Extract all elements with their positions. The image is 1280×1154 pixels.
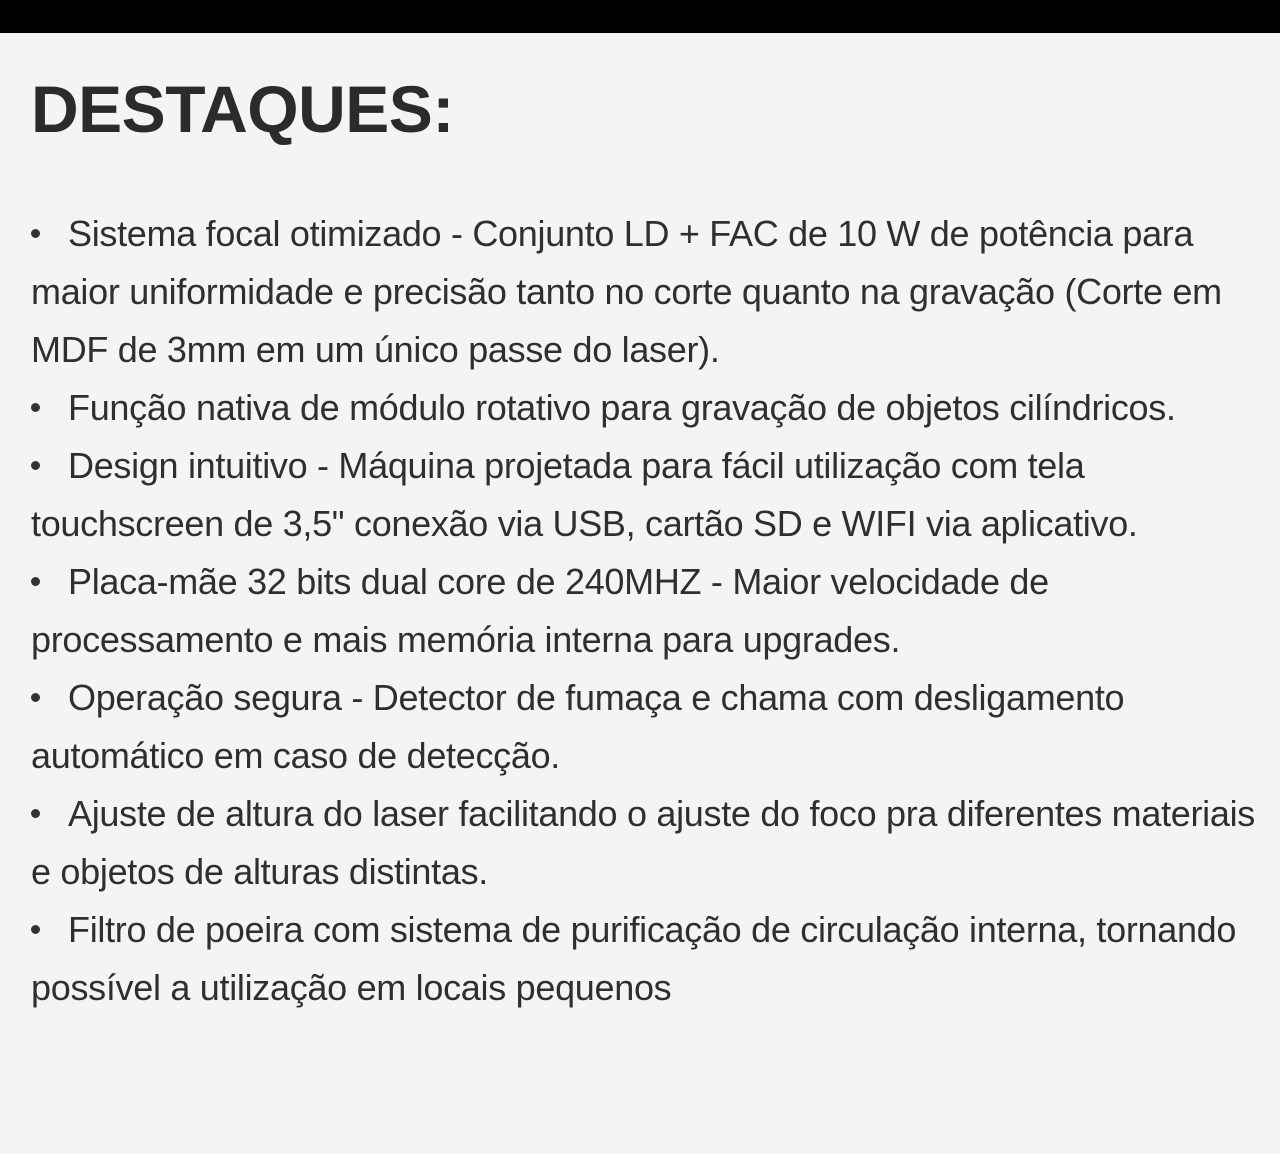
list-item-text: Operação segura - Detector de fumaça e chama com desligamento automático em caso de detecção.: [31, 677, 1125, 776]
highlights-list: [31, 205, 1271, 1017]
bullet-icon: [31, 461, 40, 470]
list-item-text: Filtro de poeira com sistema de purificação de circulação interna, tornando possível a utilização em locais pequenos: [31, 909, 1237, 1008]
list-item: [31, 553, 1271, 669]
bullet-icon: [31, 229, 40, 238]
list-item-text: Função nativa de módulo rotativo para gravação de objetos cilíndricos.: [68, 387, 1176, 428]
page-title: DESTAQUES:: [31, 72, 454, 146]
bullet-icon: [31, 577, 40, 586]
list-item: [31, 437, 1271, 553]
bullet-icon: [31, 693, 40, 702]
bullet-icon: [31, 809, 40, 818]
top-bar: [0, 0, 1280, 33]
list-item: [31, 901, 1271, 1017]
list-item: [31, 669, 1271, 785]
list-item-text: Ajuste de altura do laser facilitando o ajuste do foco pra diferentes materiais e objetos de alturas distintas.: [31, 793, 1255, 892]
highlights-section: [31, 68, 1271, 1017]
list-item: [31, 785, 1271, 901]
bullet-icon: [31, 403, 40, 412]
list-item-text: Sistema focal otimizado - Conjunto LD + FAC de 10 W de potência para maior uniformidade e precisão tanto no corte quanto na gravação (Corte em MDF de 3mm em um único passe do laser).: [31, 213, 1222, 370]
list-item: [31, 205, 1271, 379]
list-item: [31, 379, 1271, 437]
list-item-text: Design intuitivo - Máquina projetada para fácil utilização com tela touchscreen de 3,5" conexão via USB, cartão SD e WIFI via aplicativo.: [31, 445, 1138, 544]
list-item-text: Placa-mãe 32 bits dual core de 240MHZ - Maior velocidade de processamento e mais memória interna para upgrades.: [31, 561, 1049, 660]
bullet-icon: [31, 925, 40, 934]
